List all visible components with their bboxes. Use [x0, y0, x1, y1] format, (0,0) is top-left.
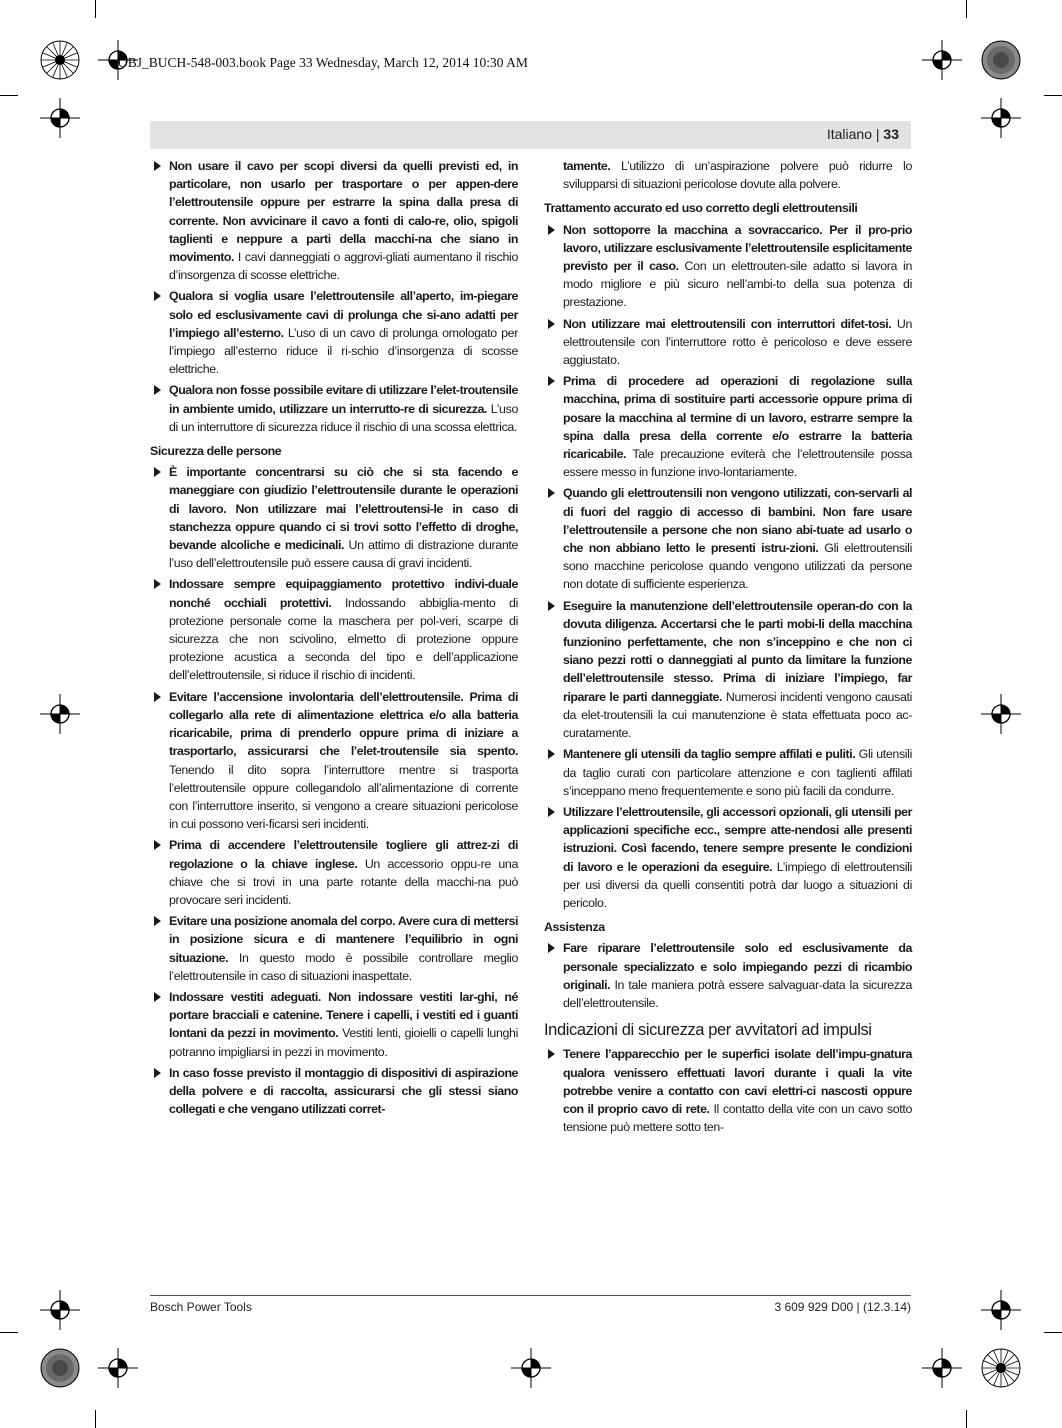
crosshair-middle-left	[40, 694, 80, 734]
crop-line	[966, 0, 967, 18]
crop-line	[0, 1332, 18, 1333]
bullet-triangle-icon	[548, 319, 555, 329]
list-item: Prima di procedere ad operazioni di regolazione sulla macchina, prima di sostituire parti accessorie oppure prima di posare la macchina al termine di un lavoro, estrarre sempre la spina dalla presa della corrente e/o estrarre la batteria ricaricabile. Tale precauzione eviterà che l’elettroutensile possa essere messo in funzione invo-lontariamente.	[544, 372, 912, 481]
crosshair-top-right	[922, 40, 962, 80]
crosshair-bottom-center	[511, 1348, 551, 1388]
book-info: OBJ_BUCH-548-003.book Page 33 Wednesday, March 12, 2014 10:30 AM	[118, 55, 528, 70]
crop-line	[1044, 1332, 1062, 1333]
crop-line	[1044, 95, 1062, 96]
bullet-triangle-icon	[154, 161, 161, 171]
section-heading-persone: Sicurezza delle persone	[150, 444, 282, 459]
list-item: Non sottoporre la macchina a sovraccarico. Per il pro-prio lavoro, utilizzare esclusivamente l’elettroutensile esplicitamente previsto per il caso. Con un elettrouten-sile adatto si lavora in modo migliore e più sicuro nell’ambi-to della sua potenza di prestazione.	[544, 221, 912, 312]
crop-line	[966, 1410, 967, 1428]
header-separator: |	[875, 126, 880, 142]
crosshair-upper-right	[981, 98, 1021, 138]
bullet-triangle-icon	[548, 749, 555, 759]
right-column	[544, 157, 912, 1139]
list-item: Indossare sempre equipaggiamento protettivo indivi-duale nonché occhiali protettivi. Indossando abbiglia-mento di protezione personale come la maschera per pol-veri, scarpe di sicurezza che non scivolino, elmetto di protezione oppure protezione acustica a seconda del tipo e dell’applicazione dell’elettroutensile, si riduce il rischio di incidenti.	[150, 575, 518, 684]
bullet-triangle-icon	[154, 385, 161, 395]
list-item: Fare riparare l’elettroutensile solo ed esclusivamente da personale specializzato e solo impiegando pezzi di ricambio originali. In tale maniera potrà essere salvaguar-data la sicurezza dell’elettroutensile.	[544, 939, 912, 1012]
section-heading-trattamento: Trattamento accurato ed uso corretto degli elettroutensili	[544, 201, 858, 216]
registration-wheel-top-right	[981, 40, 1021, 80]
bullet-triangle-icon	[548, 943, 555, 953]
registration-wheel-bottom-right	[981, 1348, 1021, 1388]
list-item: Utilizzare l’elettroutensile, gli accessori opzionali, gli utensili per applicazioni specifiche ecc., sempre atte-nendosi alle presenti istruzioni. Così facendo, tenere sempre presente le condizioni di lavoro e le operazioni da eseguire. L’impiego di elettroutensili per usi diversi da quelli consentiti potrà dar luogo a situazioni di pericolo.	[544, 803, 912, 912]
registration-wheel-top-left	[40, 40, 80, 80]
list-item: Evitare l’accensione involontaria dell’elettroutensile. Prima di collegarlo alla rete di alimentazione elettrica e/o alla batteria ricaricabile, prima di prenderlo oppure prima di iniziare a trasportarlo, assicurarsi che l’elet-troutensile sia spento. Tenendo il dito sopra l’interruttore mentre si trasporta l’elettroutensile oppure collegandolo all’alimentazione di corrente con l’interruttore inserito, si vengono a creare situazioni pericolose in cui possono veri-ficarsi seri incidenti.	[150, 688, 518, 834]
crosshair-bottom-right	[922, 1348, 962, 1388]
page-header	[150, 121, 911, 149]
bullet-triangle-icon	[154, 840, 161, 850]
crosshair-lower-left	[40, 1290, 80, 1330]
list-item: Qualora non fosse possibile evitare di utilizzare l’elet-troutensile in ambiente umido, utilizzare un interrutto-re di sicurezza. L’uso di un interruttore di sicurezza riduce il rischio di una scossa elettrica.	[150, 381, 518, 436]
crosshair-middle-right	[981, 694, 1021, 734]
list-item: Non utilizzare mai elettroutensili con interruttori difet-tosi. Un elettroutensile con l’interruttore rotto è pericoloso e deve essere aggiustato.	[544, 315, 912, 370]
section-heading-assistenza: Assistenza	[544, 920, 605, 935]
list-item: Eseguire la manutenzione dell’elettroutensile operan-do con la dovuta diligenza. Accertarsi che le parti mobi-li della macchina funzionino perfettamente, che non s’inceppino e che non ci siano pezzi rotti o danneggiati al punto da limitare la funzione dell’elettroutensile stesso. Prima di iniziare l’impiego, far riparare le parti danneggiate. Numerosi incidenti vengono causati da elet-troutensili la cui manutenzione è stata effettuata poco ac-curatamente.	[544, 597, 912, 743]
crosshair-bottom-left	[98, 1348, 138, 1388]
list-item-continuation: tamente. L’utilizzo di un’aspirazione polvere può ridurre lo svilupparsi di situazioni pericolose dovute alla polvere.	[563, 159, 912, 192]
registration-wheel-bottom-left	[40, 1348, 80, 1388]
crosshair-lower-right	[981, 1290, 1021, 1330]
bullet-triangle-icon	[154, 916, 161, 926]
list-item: Non usare il cavo per scopi diversi da quelli previsti ed, in particolare, non usarlo per trasportare o per appen-dere l’elettroutensile oppure per estrarre la spina dalla presa di corrente. Non avvicinare il cavo a fonti di calo-re, olio, spigoli taglienti e neppure a parti della macchi-na che siano in movimento. I cavi danneggiati o aggrovi-gliati aumentano il rischio d’insorgenza di scosse elettriche.	[150, 157, 518, 284]
list-item: È importante concentrarsi su ciò che si sta facendo e maneggiare con giudizio l’elettroutensile durante le operazioni di lavoro. Non utilizzare mai l’elettroutensi-le in caso di stanchezza oppure quando ci si trovi sotto l’effetto di droghe, bevande alcoliche e medicinali. Un attimo di distrazione durante l’uso dell’elettroutensile può essere causa di gravi incidenti.	[150, 463, 518, 572]
bullet-triangle-icon	[154, 1068, 161, 1078]
bullet-triangle-icon	[154, 291, 161, 301]
crosshair-upper-left	[40, 98, 80, 138]
bullet-triangle-icon	[548, 601, 555, 611]
bullet-triangle-icon	[154, 992, 161, 1002]
list-item: Tenere l’apparecchio per le superfici isolate dell’impu-gnatura qualora venissero effettuati lavori durante i quali la vite potrebbe venire a contatto con cavi elettri-ci nascosti oppure con il proprio cavo di rete. Il contatto della vite con un cavo sotto tensione può mettere sotto ten-	[544, 1045, 912, 1136]
list-item: Evitare una posizione anomala del corpo. Avere cura di mettersi in posizione sicura e di mantenere l’equilibrio in ogni situazione. In questo modo è possibile controllare meglio l’elettroutensile in caso di situazioni inaspettate.	[150, 912, 518, 985]
bullet-triangle-icon	[154, 467, 161, 477]
list-item: Prima di accendere l’elettroutensile togliere gli attrez-zi di regolazione o la chiave inglese. Un accessorio oppu-re una chiave che si trovi in una parte rotante della macchi-na può provocare seri incidenti.	[150, 836, 518, 909]
bullet-triangle-icon	[154, 579, 161, 589]
header-language: Italiano	[826, 126, 872, 142]
list-item: Qualora si voglia usare l’elettroutensile all’aperto, im-piegare solo ed esclusivamente cavi di prolunga che si-ano adatti per l’impiego all’esterno. L’uso di un cavo di prolunga omologato per l’impiego all’esterno riduce il ri-schio d’insorgenza di scosse elettriche.	[150, 287, 518, 378]
bullet-triangle-icon	[154, 692, 161, 702]
crop-line	[0, 95, 18, 96]
list-item: Mantenere gli utensili da taglio sempre affilati e puliti. Gli utensili da taglio curati con particolare attenzione e con taglienti affilati s’inceppano meno frequentemente e sono più facili da condurre.	[544, 745, 912, 800]
list-item: Indossare vestiti adeguati. Non indossare vestiti lar-ghi, né portare bracciali e catenine. Tenere i capelli, i vestiti ed i guanti lontani da pezzi in movimento. Vestiti lenti, gioielli o capelli lunghi potranno impigliarsi in pezzi in movimento.	[150, 988, 518, 1061]
bullet-triangle-icon	[548, 807, 555, 817]
bullet-triangle-icon	[548, 225, 555, 235]
list-item: In caso fosse previsto il montaggio di dispositivi di aspirazione della polvere e di raccolta, assicurarsi che gli stessi siano collegati e che vengano utilizzati corret-	[150, 1064, 518, 1119]
bullet-triangle-icon	[548, 488, 555, 498]
page-header-label	[827, 126, 899, 142]
crop-line	[95, 1410, 96, 1428]
crop-line	[95, 0, 96, 18]
bullet-triangle-icon	[548, 376, 555, 386]
list-item: Quando gli elettroutensili non vengono utilizzati, con-servarli al di fuori del raggio di accesso di bambini. Non fare usare l’elettroutensile a persone che non siano abi-tuate ad usarlo o che non abbiano letto le presenti istru-zioni. Gli elettroutensili sono macchine pericolose quando vengono utilizzati da persone non dotate di sufficiente esperienza.	[544, 484, 912, 593]
footer-doc-number: 3 609 929 D00 | (12.3.14)	[774, 1300, 911, 1314]
bullet-triangle-icon	[548, 1049, 555, 1059]
page-number: 33	[883, 126, 899, 142]
footer-rule	[150, 1295, 911, 1296]
left-column	[150, 157, 518, 1121]
heading-avvitatori: Indicazioni di sicurezza per avvitatori ad impulsi	[544, 1021, 872, 1040]
footer-brand: Bosch Power Tools	[150, 1300, 252, 1314]
